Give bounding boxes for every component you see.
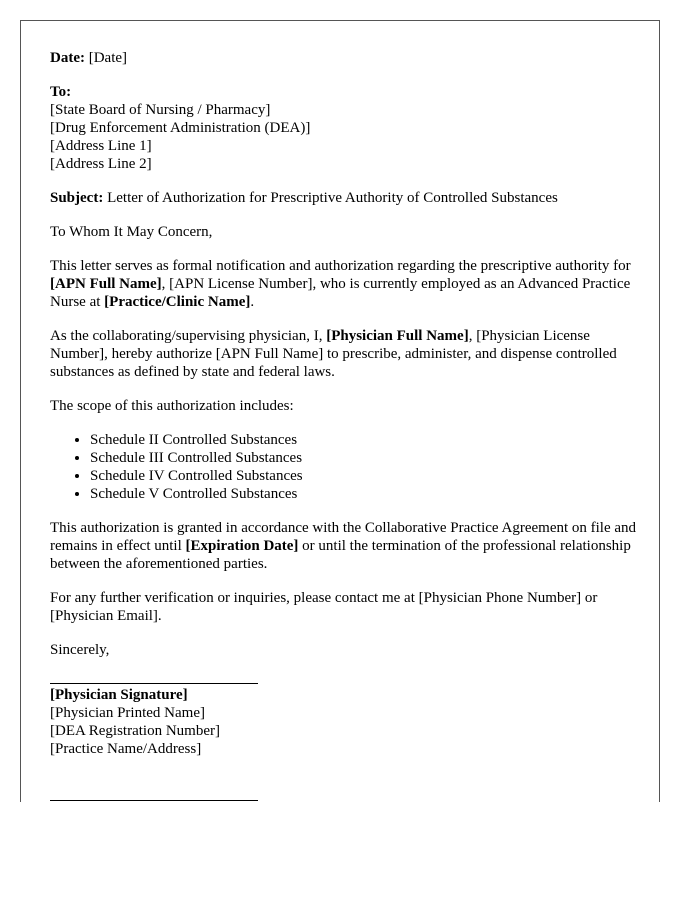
signature-block bbox=[50, 686, 640, 758]
letter-body bbox=[50, 49, 640, 801]
paragraph-terms bbox=[50, 519, 640, 573]
date-label: Date: bbox=[50, 50, 85, 66]
signature-detail: [Practice Name/Address] bbox=[50, 741, 202, 757]
date-value: [Date] bbox=[88, 50, 128, 66]
signature-line bbox=[50, 683, 258, 684]
practice-name-placeholder: [Practice/Clinic Name] bbox=[104, 294, 251, 310]
letter-page bbox=[20, 20, 660, 802]
physician-name-placeholder: [Physician Full Name] bbox=[326, 328, 469, 344]
list-item: • Schedule IV Controlled Substances bbox=[90, 467, 640, 485]
subject-line bbox=[50, 189, 640, 207]
text: . bbox=[250, 294, 255, 310]
expiration-date-placeholder: [Expiration Date] bbox=[185, 538, 299, 554]
signature-detail: [Physician Printed Name] bbox=[50, 705, 205, 721]
paragraph-authorization bbox=[50, 327, 640, 381]
to-label: To: bbox=[50, 84, 72, 100]
signature-detail: [DEA Registration Number] bbox=[50, 723, 220, 739]
text: , [Physician License Number], hereby authorize [APN Full Name] to prescribe, administer, and dispense controlled substances as defined by state and federal laws. bbox=[50, 328, 617, 380]
recipient-block bbox=[50, 83, 640, 173]
recipient-line: [Drug Enforcement Administration (DEA)] bbox=[50, 120, 311, 136]
scope-intro: The scope of this authorization includes: bbox=[50, 398, 294, 414]
scope-list bbox=[50, 431, 640, 503]
text: , [APN License Number], who is currently employed as an Advanced Practice Nurse at bbox=[50, 276, 631, 310]
text: or until the termination of the professional relationship between the aforementioned parties. bbox=[50, 538, 631, 572]
list-item: • Schedule V Controlled Substances bbox=[90, 485, 640, 503]
signature-name: [Physician Signature] bbox=[50, 687, 188, 703]
recipient-line: [Address Line 2] bbox=[50, 156, 152, 172]
recipient-line: [State Board of Nursing / Pharmacy] bbox=[50, 102, 271, 118]
bottom-rule bbox=[50, 800, 258, 801]
closing: Sincerely, bbox=[50, 642, 110, 658]
text: This letter serves as formal notification and authorization regarding the prescriptive authority for bbox=[50, 258, 631, 274]
paragraph-notification bbox=[50, 257, 640, 311]
list-item: • Schedule III Controlled Substances bbox=[90, 449, 640, 467]
subject-label: Subject: bbox=[50, 190, 104, 206]
text: This authorization is granted in accordance with the Collaborative Practice Agreement on file and remains in effect until bbox=[50, 520, 637, 554]
text: As the collaborating/supervising physician, I, bbox=[50, 328, 327, 344]
salutation: To Whom It May Concern, bbox=[50, 224, 213, 240]
subject-value: Letter of Authorization for Prescriptive Authority of Controlled Substances bbox=[107, 190, 558, 206]
list-item: • Schedule II Controlled Substances bbox=[90, 431, 640, 449]
date-line bbox=[50, 49, 640, 67]
apn-name-placeholder: [APN Full Name] bbox=[50, 276, 162, 292]
paragraph-contact: For any further verification or inquiries, please contact me at [Physician Phone Number] or [Physician Email]. bbox=[50, 590, 598, 624]
recipient-line: [Address Line 1] bbox=[50, 138, 152, 154]
